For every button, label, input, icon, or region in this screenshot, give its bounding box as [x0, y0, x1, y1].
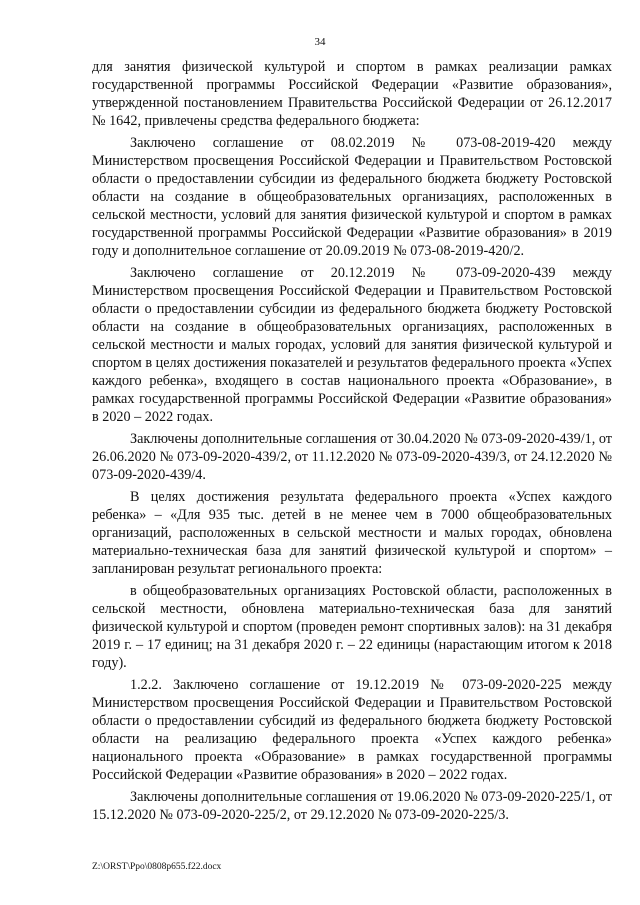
document-body: [92, 58, 612, 828]
paragraph-1: для занятия физической культурой и спортом в рамках реализации рамках государственной программы Российской Федерации «Развитие образования», утвержденной постановлением Правительства Российской Федерации от 26.12.2017 № 1642, привлечены средства федерального бюджета:: [92, 59, 612, 129]
paragraph-2: Заключено соглашение от 08.02.2019 № 073-08-2019-420 между Министерством просвещения Российской Федерации и Правительством Ростовской области о предоставлении субсидии из федерального бюджета бюджету Ростовской области на создание в общеобразовательных организациях, расположенных в сельской местности, условий для занятия физической культурой и спортом в рамках государственной программы Российской Федерации «Развитие образования» в 2019 году и дополнительное соглашение от 20.09.2019 № 073-08-2019-420/2.: [92, 135, 612, 259]
page-number: 34: [314, 36, 326, 48]
paragraph-4: Заключены дополнительные соглашения от 30.04.2020 № 073-09-2020-439/1, от 26.06.2020 № 073-09-2020-439/2, от 11.12.2020 № 073-09-2020-439/3, от 24.12.2020 № 073-09-2020-439/4.: [92, 431, 612, 483]
paragraph-8: Заключены дополнительные соглашения от 19.06.2020 № 073-09-2020-225/1, от 15.12.2020 № 073-09-2020-225/2, от 29.12.2020 № 073-09-2020-225/3.: [92, 789, 612, 823]
paragraph-5: В целях достижения результата федерального проекта «Успех каждого ребенка» – «Для 935 тыс. детей в не менее чем в 7000 общеобразовательных организаций, расположенных в сельской местности и малых городах, обновлена материально-техническая база для занятий физической культурой и спортом» – запланирован результат регионального проекта:: [92, 489, 612, 577]
paragraph-3: Заключено соглашение от 20.12.2019 № 073-09-2020-439 между Министерством просвещения Российской Федерации и Правительством Ростовской области о предоставлении субсидии из федерального бюджета бюджету Ростовской области на создание в общеобразовательных организациях, расположенных в сельской местности и малых городах, условий для занятия физической культурой и спортом в целях достижения показателей и результатов федерального проекта «Успех каждого ребенка», входящего в состав национального проекта «Образование», в рамках государственной программы Российской Федерации «Развитие образования» в 2020 – 2022 годах.: [92, 265, 612, 425]
footer-file-path: Z:\ORST\Ppo\0808p655.f22.docx: [92, 862, 222, 872]
paragraph-7: 1.2.2. Заключено соглашение от 19.12.2019 № 073-09-2020-225 между Министерством просвещения Российской Федерации и Правительством Ростовской области о предоставлении субсидий из федерального бюджета бюджету Ростовской области на реализацию федерального проекта «Успех каждого ребенка» национального проекта «Образование» в рамках государственной программы Российской Федерации «Развитие образования» в 2020 – 2022 годах.: [92, 677, 612, 783]
paragraph-6: в общеобразовательных организациях Ростовской области, расположенных в сельской местности, обновлена материально-техническая база для занятий физической культурой и спортом (проведен ремонт спортивных залов): на 31 декабря 2019 г. – 17 единиц; на 31 декабря 2020 г. – 22 единицы (нарастающим итогом к 2018 году).: [92, 583, 612, 671]
